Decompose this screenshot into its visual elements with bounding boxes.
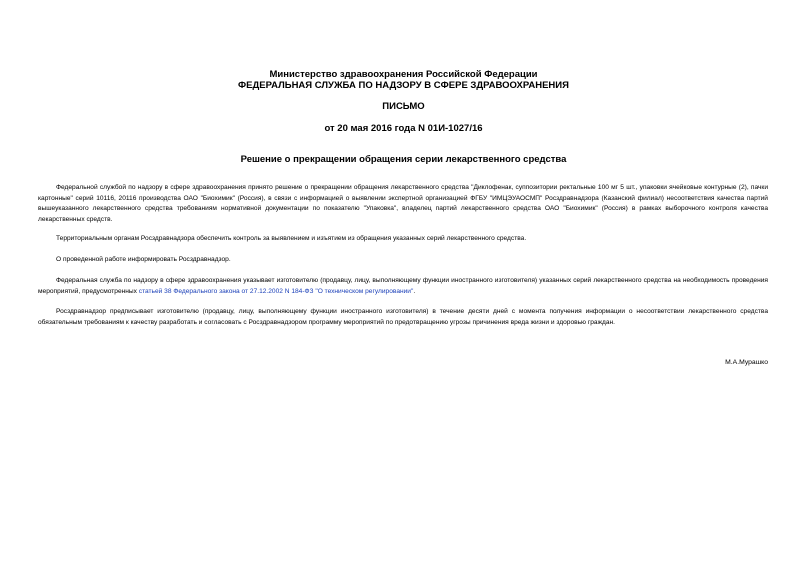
paragraph-measures-end: .: [413, 287, 416, 295]
paragraph-report: О проведенной работе информировать Росздравнадзор.: [56, 256, 231, 263]
date-number-heading: от 20 мая 2016 года N 01И-1027/16: [324, 123, 483, 134]
service-heading: ФЕДЕРАЛЬНАЯ СЛУЖБА ПО НАДЗОРУ В СФЕРЕ ЗДРАВООХРАНЕНИЯ: [238, 80, 569, 91]
paragraph-prescription: Росздравнадзор предписывает изготовителю (продавцу, лицу, выполняющему функции иностранного изготовителя) в течение десяти дней с момента получения информации о несоответствии лекарственного средства обязательным требованиям к качеству разработать и согласовать с Росздравнадзором программу мероприятий по предотвращению угрозы причинения вреда жизни и здоровью граждан.: [38, 308, 768, 326]
law-article-link[interactable]: статьей 38 Федерального закона от 27.12.2002 N 184-ФЗ "О техническом регулировании": [138, 287, 414, 295]
paragraph-decision: Федеральной службой по надзору в сфере здравоохранения принято решение о прекращении обращения лекарственного средства "Диклофенак, суппозитории ректальные 100 мг 5 шт., упаковки ячейковые контурные (2), пачки картонные" серий 10116, 20116 производства ОАО "Биохимик" (Россия), в связи с информацией о выявлении экспертной организацией ФГБУ "ИМЦЭУАОСМП" Росздравнадзора (Казанский филиал) несоответствия качества партий вышеуказанного лекарственного средства требованиям нормативной документации по показателю "Упаковка", владелец партий лекарственного средства ОАО "Биохимик" (Россия) в рамках выборочного контроля качества лекарственных средств.: [38, 184, 768, 223]
subject-heading: Решение о прекращении обращения серии лекарственного средства: [240, 154, 567, 165]
ministry-heading: Министерство здравоохранения Российской Федерации: [269, 69, 538, 80]
document-type-heading: ПИСЬМО: [382, 101, 425, 112]
paragraph-measures-text: Федеральная служба по надзору в сфере здравоохранения указывает изготовителю (продавцу, лицу, выполняющему функции иностранного изготовителя) указанных серий лекарственного средства на необходимость проведения мероприятий, предусмотренных: [38, 277, 768, 295]
paragraph-measures: [38, 276, 768, 297]
paragraph-control: Территориальным органам Росздравнадзора обеспечить контроль за выявлением и изъятием из обращения указанных серий лекарственного средства.: [56, 235, 527, 242]
signature: М.А.Мурашко: [725, 359, 768, 366]
